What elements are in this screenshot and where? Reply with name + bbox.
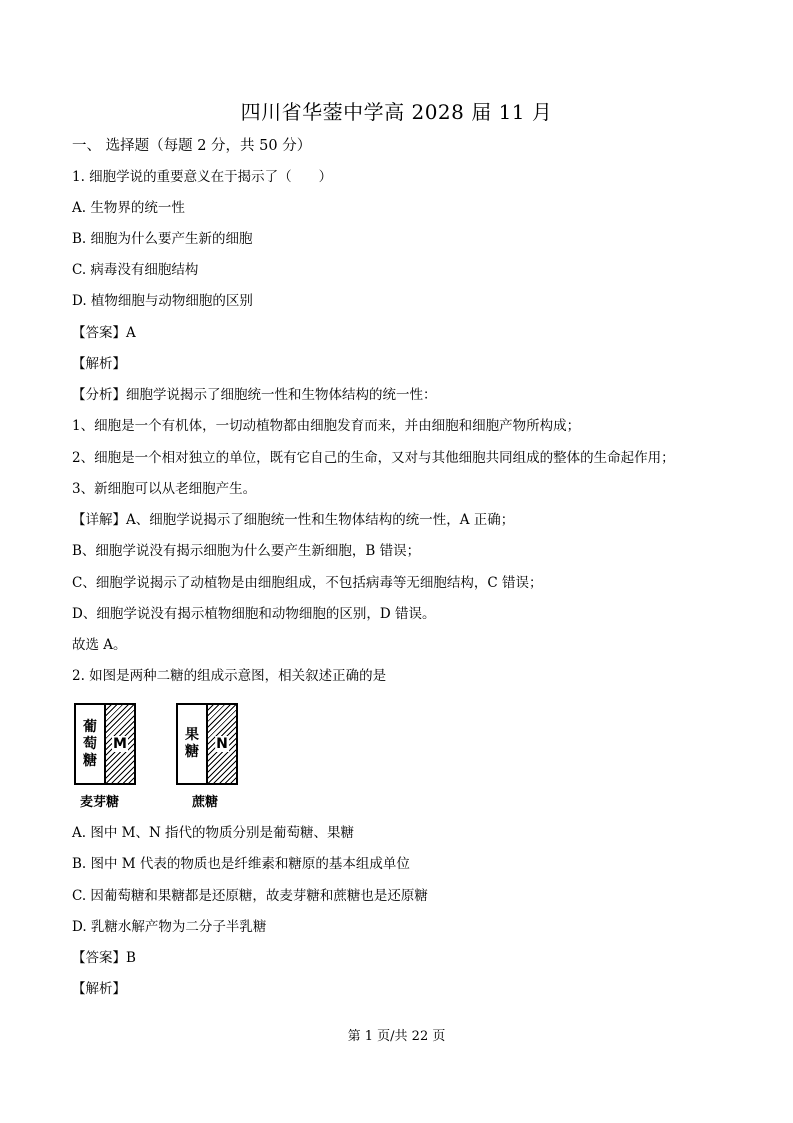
maltose-box — [74, 703, 136, 785]
q1-option-a: A. 生物界的统一性 — [72, 200, 185, 216]
section-heading: 一、 选择题（每题 2 分，共 50 分） — [72, 138, 312, 154]
q2-option-b: B. 图中 M 代表的物质也是纤维素和糖原的基本组成单位 — [72, 856, 410, 872]
q1-option-d: D. 植物细胞与动物细胞的区别 — [72, 293, 253, 309]
q1-analysis-line: D、细胞学说没有揭示植物细胞和动物细胞的区别，D 错误。 — [72, 606, 436, 622]
disaccharide-diagram — [72, 703, 272, 813]
diagram-char: 葡 — [83, 718, 97, 735]
label-n: N — [216, 736, 228, 752]
q1-analysis-line: 3、新细胞可以从老细胞产生。 — [72, 481, 257, 497]
q1-answer: 【答案】A — [72, 325, 136, 341]
q2-answer: 【答案】B — [72, 950, 136, 966]
q1-analysis-line: 1、细胞是一个有机体，一切动植物都由细胞发育而来，并由细胞和细胞产物所构成； — [72, 418, 581, 434]
q1-analysis-line: C、细胞学说揭示了动植物是由细胞组成，不包括病毒等无细胞结构，C 错误； — [72, 575, 543, 591]
page-title: 四川省华蓥中学高 2028 届 11 月 — [240, 100, 553, 124]
q2-stem: 2. 如图是两种二糖的组成示意图，相关叙述正确的是 — [72, 668, 387, 684]
q2-option-c: C. 因葡萄糖和果糖都是还原糖，故麦芽糖和蔗糖也是还原糖 — [72, 888, 428, 904]
label-m: M — [113, 736, 127, 752]
maltose-caption: 麦芽糖 — [80, 795, 120, 810]
q2-analysis-tag: 【解析】 — [72, 981, 126, 997]
q1-analysis-line: 【分析】细胞学说揭示了细胞统一性和生物体结构的统一性： — [72, 387, 437, 403]
q1-analysis-tag: 【解析】 — [72, 356, 126, 372]
sucrose-fructose-part — [178, 705, 208, 783]
diagram-char: 糖 — [185, 744, 199, 760]
q1-option-b: B. 细胞为什么要产生新的细胞 — [72, 231, 253, 247]
sucrose-box — [176, 703, 238, 785]
diagram-char: 糖 — [83, 752, 97, 769]
diagram-char: 果 — [185, 727, 199, 743]
sucrose-n-part — [208, 705, 236, 783]
q1-analysis-line: B、细胞学说没有揭示细胞为什么要产生新细胞，B 错误； — [72, 543, 421, 559]
q1-conclusion: 故选 A。 — [72, 637, 127, 653]
q1-analysis-line: 2、细胞是一个相对独立的单位，既有它自己的生命，又对与其他细胞共同组成的整体的生命起作用； — [72, 450, 675, 466]
maltose-glucose-part — [76, 705, 106, 783]
sucrose-caption: 蔗糖 — [192, 795, 219, 810]
page-footer: 第 1 页/共 22 页 — [347, 1029, 446, 1044]
maltose-m-part — [106, 705, 134, 783]
q1-option-c: C. 病毒没有细胞结构 — [72, 262, 199, 278]
q1-stem: 1. 细胞学说的重要意义在于揭示了（ ） — [72, 169, 333, 185]
q2-option-d: D. 乳糖水解产物为二分子半乳糖 — [72, 919, 267, 935]
diagram-char: 萄 — [83, 735, 97, 752]
q2-option-a: A. 图中 M、N 指代的物质分别是葡萄糖、果糖 — [72, 825, 355, 841]
q1-analysis-line: 【详解】A、细胞学说揭示了细胞统一性和生物体结构的统一性，A 正确； — [72, 512, 515, 528]
